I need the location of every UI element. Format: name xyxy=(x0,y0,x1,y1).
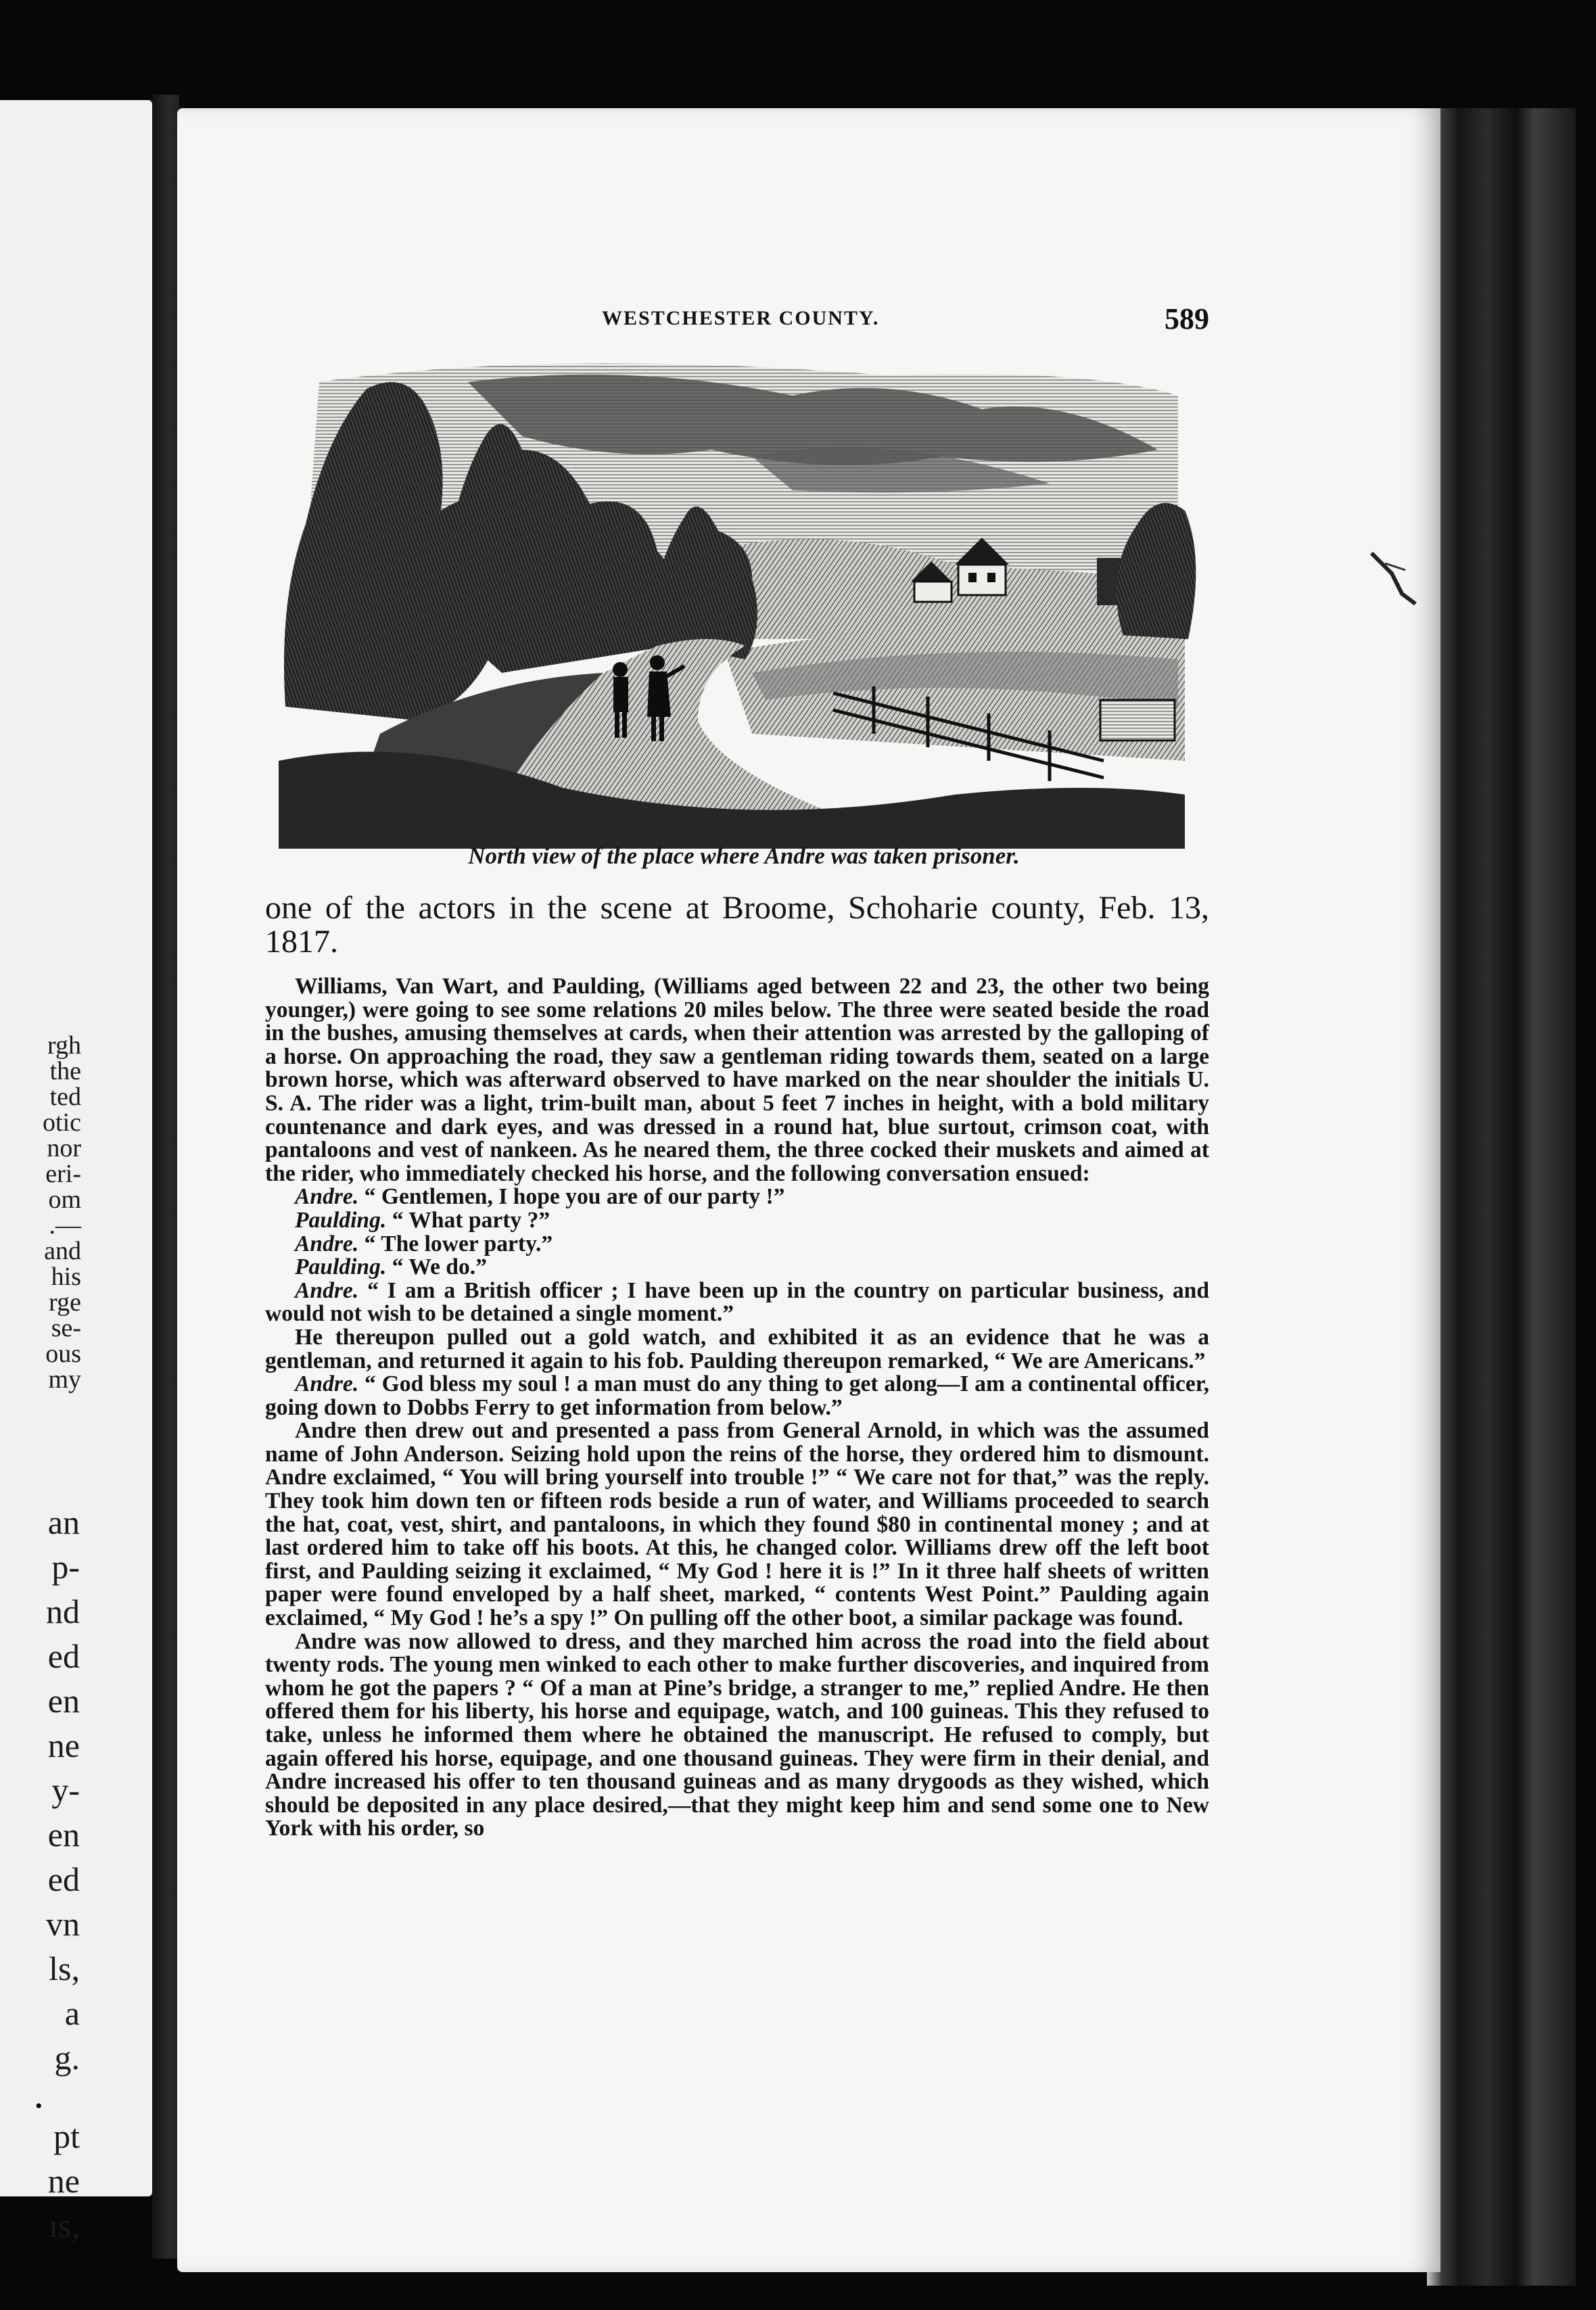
facing-page xyxy=(0,100,152,2244)
margin-fragment: ted xyxy=(49,1083,81,1111)
dialogue-line xyxy=(265,1185,1209,1209)
margin-fragment: nd xyxy=(46,1593,80,1630)
margin-fragment: and xyxy=(44,1237,81,1265)
margin-fragment: an xyxy=(47,1503,80,1541)
margin-fragment: y- xyxy=(51,1771,80,1809)
dialogue-line xyxy=(265,1209,1209,1233)
dialogue-line xyxy=(265,1279,1209,1326)
body-text xyxy=(265,891,1209,1841)
page-blemish xyxy=(1365,546,1426,607)
margin-fragment: ed xyxy=(47,1860,80,1898)
margin-fragment: rgh xyxy=(47,1031,81,1060)
margin-fragment: nor xyxy=(47,1134,81,1162)
paragraph xyxy=(265,1326,1209,1373)
margin-fragment: eri- xyxy=(45,1160,81,1188)
paragraph-text: “ Gentlemen, I hope you are of our party !” xyxy=(364,1184,785,1210)
paragraph-text: Williams, Van Wart, and Paulding, (Williams aged between 22 and 23, the other two being younger,) were going to see some relations 20 miles below. The three were seated beside the road in the bushes, amusing themselves at cards, when their attention was arrested by the galloping of a horse. On approaching the road, they saw a gentleman riding towards them, seated on a large brown horse, which was afterward observed to have marked on the near shoulder the initials U. S. A. The rider was a light, trim-built man, about 5 feet 7 inches in height, with a bold military countenance and dark eyes, and was dressed in a round hat, blue surtout, crimson coat, with pantaloons and vest of nankeen. As he neared them, the three cocked their muskets and aimed at the rider, who immediately checked his horse, and the following conversation ensued: xyxy=(265,974,1209,1186)
dialogue-line xyxy=(265,1233,1209,1256)
speaker-name: Andre. xyxy=(295,1277,359,1303)
margin-fragment: p- xyxy=(51,1548,80,1586)
engraving-illustration xyxy=(279,355,1212,849)
margin-fragment: en xyxy=(47,1816,80,1854)
paragraph-text: “ We do.” xyxy=(392,1254,487,1280)
paragraph-text: Andre then drew out and presented a pass from General Arnold, in which was the assumed name of John Anderson. Seizing hold upon the reins of the horse, they ordered him to dismount. Andre exclaimed, “ You will bring yourself into trouble !” “ We care not for that,” was the reply. They took him down ten or fifteen rods beside a run of water, and Williams proceeded to search the hat, coat, vest, shirt, and pantaloons, in which they found $80 in continental money ; and at last ordered him to take off his boots. At this, he changed color. Williams drew off the left boot first, and Paulding seizing it exclaimed, “ My God ! here it is !” In it three half sheets of written paper were found enveloped by a half sheet, marked, “ contents West Point.” Paulding again exclaimed, “ My God ! he’s a spy !” On pulling off the other boot, a similar package was found. xyxy=(265,1418,1209,1631)
margin-fragment: se- xyxy=(51,1314,81,1342)
paragraph-text: “ The lower party.” xyxy=(364,1231,553,1256)
margin-fragment: rge xyxy=(49,1288,81,1317)
paragraphs xyxy=(265,975,1209,1841)
lead-sentence: one of the actors in the scene at Broome, Schoharie county, Feb. 13, 1817. xyxy=(265,890,1209,960)
margin-fragment: the xyxy=(49,1057,81,1085)
paragraph-text: “ What party ?” xyxy=(392,1207,550,1233)
margin-fragment: g. xyxy=(54,2039,80,2077)
left-margin-text-upper xyxy=(0,1033,81,1393)
speaker-name: Andre. xyxy=(295,1184,359,1210)
speaker-name: Paulding. xyxy=(295,1254,387,1280)
margin-fragment: my xyxy=(48,1365,81,1394)
speaker-name: Paulding. xyxy=(295,1207,387,1233)
page-edges xyxy=(1427,108,1576,2286)
margin-fragment: a xyxy=(64,1994,80,2032)
margin-fragment: en xyxy=(47,1682,80,1720)
margin-dot: • xyxy=(35,2095,43,2117)
left-margin-text-lower xyxy=(0,1500,80,2248)
margin-fragment: ne xyxy=(47,2162,80,2200)
margin-fragment: ls, xyxy=(49,1950,80,1987)
dialogue-line xyxy=(265,1373,1209,1419)
speaker-name: Andre. xyxy=(295,1231,359,1256)
paragraph-text: Andre was now allowed to dress, and they marched him across the road into the field about twenty rods. The young men winked to each other to make further discoveries, and inquired from whom he got the papers ? “ Of a man at Pine’s bridge, a stranger to me,” replied Andre. He then offered them for his liberty, his horse and equipage, watch, and 100 guineas. This they refused to take, unless he informed them where he obtained the manuscript. He refused to comply, but again offered his horse, equipage, and one thousand guineas. They were firm in their denial, and Andre increased his offer to ten thousand guineas and as many drygoods as they wished, which should be deposited in any place desired,—that they might keep him and send some one to New York with his order, so xyxy=(265,1628,1209,1841)
dialogue-line xyxy=(265,1256,1209,1279)
paragraph xyxy=(265,975,1209,1185)
paragraph-text: “ I am a British officer ; I have been up in the country on particular business, and would not wish to be detained a single moment.” xyxy=(265,1277,1209,1327)
margin-fragment: ne xyxy=(47,1726,80,1764)
paragraph xyxy=(265,1630,1209,1841)
margin-fragment: .— xyxy=(49,1211,81,1240)
illustration-caption: North view of the place where Andre was taken prisoner. xyxy=(468,843,1020,869)
page-number: 589 xyxy=(1165,302,1209,335)
margin-fragment: vn xyxy=(46,1905,80,1943)
margin-fragment: his xyxy=(51,1263,81,1291)
running-head: WESTCHESTER COUNTY. xyxy=(602,307,880,329)
paragraph-text: “ God bless my soul ! a man must do any thing to get along—I am a continental officer, going down to Dobbs Ferry to get information from below.” xyxy=(265,1371,1209,1420)
paragraph-text: He thereupon pulled out a gold watch, and exhibited it as an evidence that he was a gentleman, and returned it again to his fob. Paulding thereupon remarked, “ We are Americans.” xyxy=(265,1324,1209,1373)
margin-fragment: ed xyxy=(47,1637,80,1675)
book-gutter xyxy=(152,95,179,2259)
paragraph xyxy=(265,1419,1209,1630)
margin-fragment: pt xyxy=(53,2117,80,2155)
margin-fragment: ous xyxy=(45,1340,81,1368)
speaker-name: Andre. xyxy=(295,1371,359,1397)
margin-fragment: otic xyxy=(43,1108,81,1137)
margin-fragment: om xyxy=(48,1185,81,1214)
margin-fragment: ıs, xyxy=(49,2207,80,2244)
